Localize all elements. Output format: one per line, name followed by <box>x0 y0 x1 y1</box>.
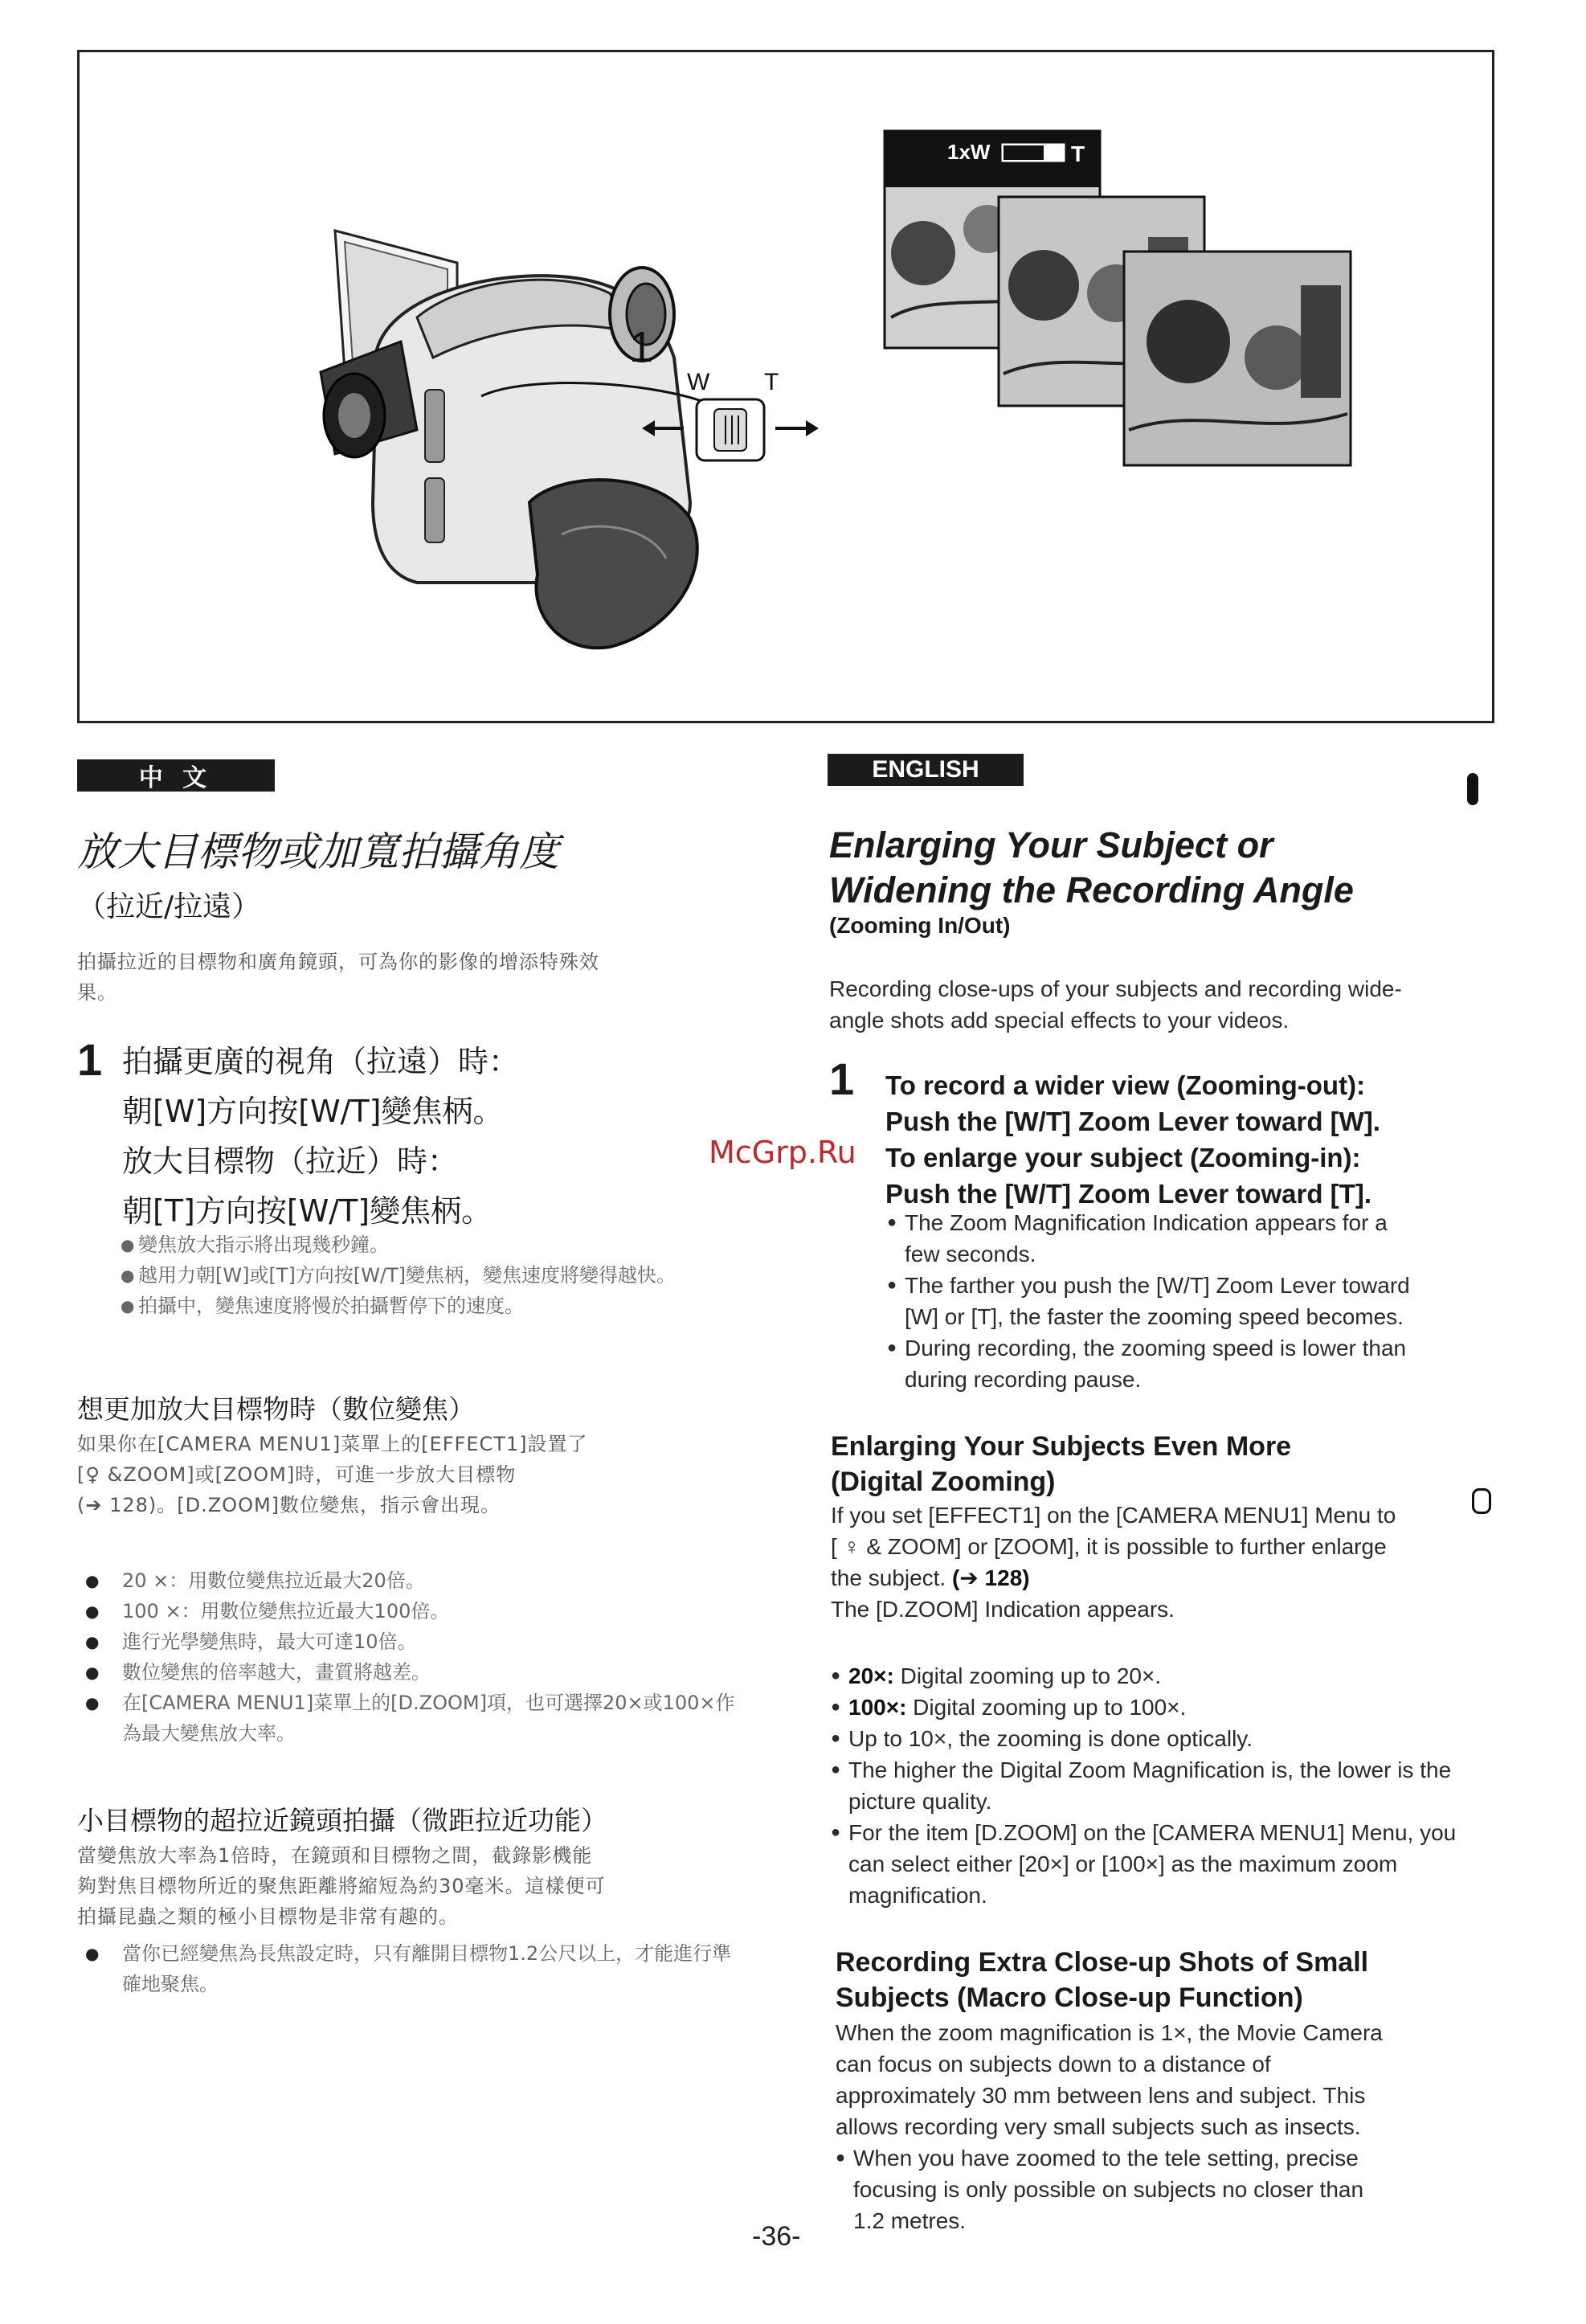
list-item: ● 100×: Digital zooming up to 100×. <box>831 1692 1490 1723</box>
list-item: ● The Zoom Magnification Indication appears for a few seconds. <box>887 1207 1514 1270</box>
english-title: Enlarging Your Subject or Widening the Recording Angle <box>829 824 1354 910</box>
list-item: ● 100 ×：用數位變焦拉近最大100倍。 <box>77 1596 736 1626</box>
chinese-step-number: 1 <box>77 1034 103 1085</box>
svg-text:T: T <box>1071 141 1085 166</box>
lever-w-label: W <box>687 369 710 395</box>
grip-strap <box>529 480 697 648</box>
list-item: ● The higher the Digital Zoom Magnification is, the lower is the picture quality. <box>831 1754 1490 1817</box>
english-step-instructions: To record a wider view (Zooming-out): Push the [W/T] Zoom Lever toward [W]. To enlarge your subject (Zooming-in): Push the [W/T] Zoom Lever toward [T]. <box>885 1070 1380 1209</box>
chinese-macro-bullets <box>77 1938 736 1999</box>
english-digital-heading: Enlarging Your Subjects Even More (Digital Zooming) <box>831 1431 1292 1497</box>
english-subtitle: (Zooming In/Out) <box>829 913 1011 938</box>
arrow-right-icon <box>775 420 819 436</box>
chinese-macro-intro: 當變焦放大率為1倍時，在鏡頭和目標物之間，截錄影機能 夠對焦目標物所近的聚焦距離將縮短為約30毫米。這樣便可 拍攝昆蟲之類的極小目標物是非常有趣的。 <box>77 1844 606 1928</box>
chinese-intro: 拍攝拉近的目標物和廣角鏡頭，可為你的影像的增添特殊效 果。 <box>77 951 599 1004</box>
list-item: ● 20×: Digital zooming up to 20×. <box>831 1660 1490 1692</box>
english-intro: Recording close-ups of your subjects and recording wide- angle shots add special effects to your videos. <box>829 976 1402 1033</box>
english-macro-text: When the zoom magnification is 1×, the Movie Camera can focus on subjects down to a distance of approximately 30 mm between lens and subject. This allows recording very small subjects such as insects. <box>836 2020 1383 2139</box>
chinese-step-bullets <box>121 1230 739 1321</box>
page-marker-icon <box>1467 773 1478 805</box>
list-item: ● During recording, the zooming speed is lower than during recording pause. <box>887 1332 1514 1395</box>
list-item: ● For the item [D.ZOOM] on the [CAMERA MENU1] Menu, you can select either [20×] or [100×] as the maximum zoom magnification. <box>831 1817 1490 1911</box>
chinese-step-instructions: 拍攝更廣的視角（拉遠）時： 朝[W]方向按[W/T]變焦柄。 放大目標物（拉近）時： 朝[T]方向按[W/T]變焦柄。 <box>122 1044 520 1229</box>
figure-step-number: 1 <box>629 323 654 371</box>
chinese-subtitle: （拉近/拉遠） <box>77 890 261 923</box>
list-item: ● 當你已經變焦為長焦設定時，只有離開目標物1.2公尺以上，才能進行準確地聚焦。 <box>77 1938 736 1999</box>
list-item: ● 變焦放大指示將出現幾秒鐘。 <box>121 1230 739 1260</box>
english-section-tag: ENGLISH <box>828 754 1024 786</box>
zoom-indicator: 1xW <box>947 140 991 164</box>
list-item: ● 數位變焦的倍率越大，畫質將越差。 <box>77 1657 736 1688</box>
illustration-frame <box>77 50 1494 723</box>
zoom-frame-tele <box>1124 252 1351 465</box>
list-item: ● 越用力朝[W]或[T]方向按[W/T]變焦柄，變焦速度將變得越快。 <box>121 1260 739 1291</box>
english-step-number: 1 <box>829 1054 855 1104</box>
chinese-section-tag: 中 文 <box>77 759 275 792</box>
english-step-bullets <box>887 1207 1514 1395</box>
list-item: ● When you have zoomed to the tele setting, precise focusing is only possible on subjects no closer than 1.2 metres. <box>836 2142 1494 2236</box>
english-digital-bullets <box>831 1660 1490 1911</box>
page-marker-outline-icon <box>1472 1488 1491 1514</box>
list-item: ● 在[CAMERA MENU1]菜單上的[D.ZOOM]項，也可選擇20×或100×作為最大變焦放大率。 <box>77 1688 736 1749</box>
list-item: ● The farther you push the [W/T] Zoom Lever toward [W] or [T], the faster the zooming speed becomes. <box>887 1270 1514 1332</box>
chinese-macro-heading: 小目標物的超拉近鏡頭拍攝（微距拉近功能） <box>77 1805 607 1836</box>
english-digital-text: If you set [EFFECT1] on the [CAMERA MENU1] Menu to [ ♀ & ZOOM] or [ZOOM], it is possible to further enlarge the subject. (➔ 128) The [D.ZOOM] Indication appears. <box>831 1503 1396 1622</box>
lever-t-label: T <box>764 369 779 395</box>
list-item: ● 拍攝中，變焦速度將慢於拍攝暫停下的速度。 <box>121 1291 739 1321</box>
chinese-digital-bullets <box>77 1565 736 1749</box>
page-reference: (➔ 128) <box>951 1565 1030 1590</box>
list-item: ● 20 ×：用數位變焦拉近最大20倍。 <box>77 1565 736 1596</box>
camcorder-zoom-illustration <box>80 52 1492 721</box>
english-macro-heading: Recording Extra Close-up Shots of Small Subjects (Macro Close-up Function) <box>836 1947 1369 2013</box>
english-macro-bullets <box>836 2142 1494 2236</box>
list-item: ● Up to 10×, the zooming is done optically. <box>831 1723 1490 1754</box>
chinese-digital-heading: 想更加放大目標物時（數位變焦） <box>77 1393 475 1425</box>
list-item: ● 進行光學變焦時，最大可達10倍。 <box>77 1626 736 1657</box>
chinese-title: 放大目標物或加寬拍攝角度 <box>77 829 559 875</box>
page-number: -36- <box>752 2221 801 2252</box>
watermark-text: McGrp.Ru <box>709 1135 856 1170</box>
chinese-digital-intro: 如果你在[CAMERA MENU1]菜單上的[EFFECT1]設置了 [♀ &ZOOM]或[ZOOM]時，可進一步放大目標物 (➔ 128)。[D.ZOOM]數位變焦，指示會出現。 <box>77 1433 588 1516</box>
